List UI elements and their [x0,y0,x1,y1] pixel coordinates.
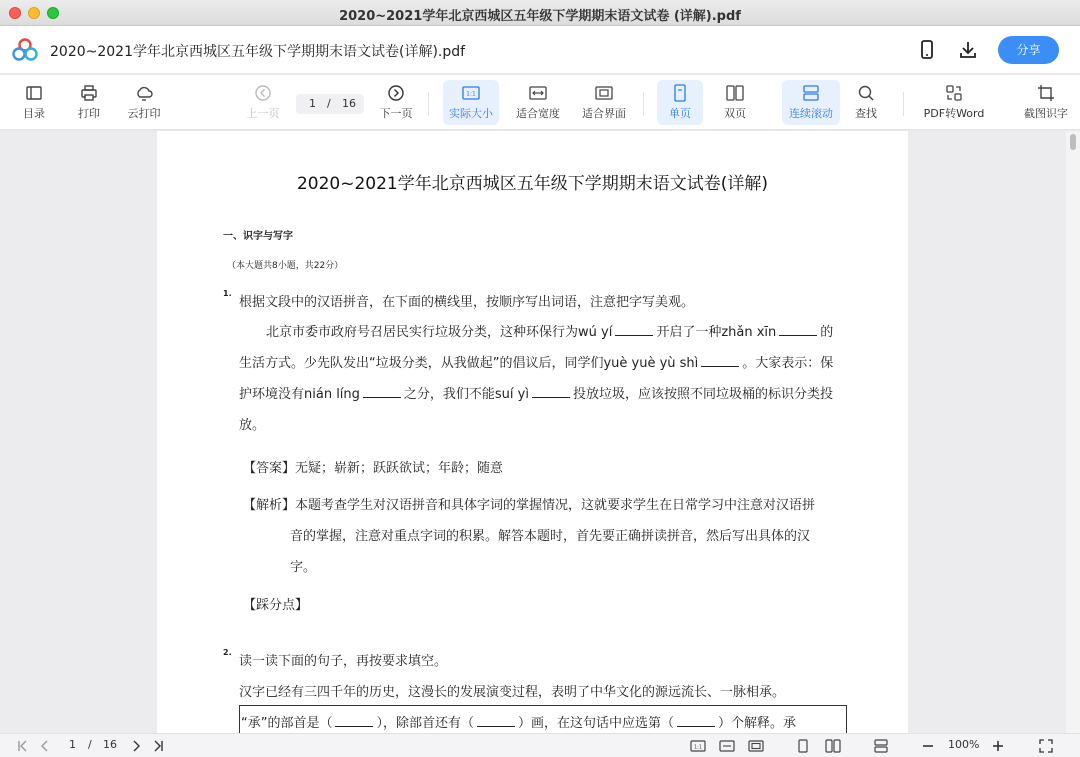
status-page-separator: / [88,738,92,751]
status-current-page[interactable]: 1 [69,738,76,751]
double-page-button[interactable] [714,80,756,125]
question-text-line: 北京市委市政府号召居民实行垃圾分类，这种环保行为wú yí 开启了一种zhǎn xīn 的 [266,325,834,340]
question-prompt: 根据文段中的汉语拼音，在下面的横线里，按顺序写出词语，注意把字写美观。 [239,295,695,310]
answer-label: 【答案】 [243,461,296,476]
double-page-icon[interactable] [825,739,841,753]
zoom-out-icon[interactable] [921,739,935,753]
analysis-line: 【解析】本题考查学生对汉语拼音和具体字词的掌握情况，这就要求学生在日常学习中注意对汉语拼 [243,498,816,513]
next-page-label: 下一页 [379,107,413,120]
prev-page-label: 上一页 [246,107,280,120]
fullscreen-icon[interactable] [1039,739,1053,753]
question-number: 2. [223,648,232,657]
answer-blank [532,386,570,398]
answer-blank [477,715,515,727]
fit-page-button[interactable] [578,80,630,125]
single-page-label: 单页 [669,107,691,120]
page-number-input[interactable] [296,94,364,114]
double-page-icon [725,83,745,103]
answer-line [243,457,503,476]
double-page-label: 双页 [724,107,746,120]
section-heading: 一、识字与写字 [223,231,293,242]
last-page-icon[interactable] [151,739,165,753]
page-separator: / [327,97,331,110]
prev-page-button[interactable] [243,80,283,125]
answer-blank [701,355,739,367]
print-label: 打印 [78,107,100,120]
screenshot-ocr-label: 截图识字 [1024,107,1068,120]
screenshot-ocr-button[interactable] [1018,80,1074,125]
question-text-line: 汉字已经有三四千年的历史，这漫长的发展演变过程，表明了中华文化的源远流长、一脉相承。 [239,685,786,700]
answer-text: 无疑；崭新；跃跃欲试；年龄；随意 [295,461,504,476]
question-number: 1. [223,289,232,298]
toolbar-divider [428,92,429,116]
search-button[interactable] [846,80,886,125]
section-note: （本大题共8小题，共22分） [227,261,344,271]
fit-width-label: 适合宽度 [516,107,560,120]
fit-page-icon [594,83,614,103]
question-text-line: 生活方式。少先队发出“垃圾分类，从我做起”的倡议后，同学们yuè yuè yù shì 。大家表示：保 [239,356,834,371]
total-pages: 16 [342,97,356,110]
toolbar [0,75,1080,130]
convert-icon [944,83,964,103]
first-page-icon[interactable] [16,739,30,753]
pdf-to-word-button[interactable] [920,80,988,125]
document-viewer[interactable] [0,131,1080,733]
next-page-button[interactable] [376,80,416,125]
svg-text:1:1: 1:1 [693,744,703,751]
single-page-button[interactable] [657,80,703,125]
question-prompt: 读一读下面的句子，再按要求填空。 [239,654,448,669]
printer-icon [79,83,99,103]
question-text-line: 放。 [239,418,266,433]
answer-blank [677,715,715,727]
toc-button[interactable] [14,80,54,125]
continuous-scroll-label: 连续滚动 [789,107,833,120]
analysis-line: 音的掌握，注意对重点字词的积累。解答本题时，首先要正确拼读拼音，然后写出具体的汉 [290,529,811,544]
fit-page-icon[interactable] [748,739,764,753]
toc-label: 目录 [23,107,45,120]
current-page-number: 1 [309,97,316,110]
fit-width-button[interactable] [512,80,564,125]
question-text-line: “承”的部首是（ ），除部首还有（ ）画，在这句话中应选第（ ）个解释。承 [241,716,797,731]
answer-blank [779,324,817,336]
zoom-level[interactable]: 100% [948,738,980,751]
toolbar-divider [643,92,644,116]
scrollbar-thumb[interactable] [1070,134,1076,150]
actual-size-icon[interactable] [690,739,706,753]
fit-width-icon [528,83,548,103]
continuous-scroll-icon[interactable] [873,739,889,753]
points-label: 【踩分点】 [243,598,309,613]
download-icon[interactable] [958,39,978,61]
status-total-pages: 16 [103,738,117,751]
zoom-in-icon[interactable] [991,739,1005,753]
fit-page-label: 适合界面 [582,107,626,120]
chevron-left-circle-icon [253,83,273,103]
cloud-icon [134,83,154,103]
answer-blank [335,715,373,727]
crop-icon [1036,83,1056,103]
prev-page-icon[interactable] [38,739,52,753]
analysis-label: 【解析】 [243,498,296,513]
pdf-page [157,131,908,733]
answer-blank [615,324,653,336]
question-text-line: 护环境没有nián líng 之分，我们不能suí yì 投放垃圾，应该按照不同垃圾桶的标识分类投 [239,387,833,402]
document-title: 2020~2021学年北京西城区五年级下学期期末语文试卷(详解).pdf [50,44,466,60]
cloud-print-label: 云打印 [127,107,161,120]
analysis-line: 字。 [290,560,317,575]
search-icon [856,83,876,103]
print-button[interactable] [69,80,109,125]
continuous-scroll-icon [801,83,821,103]
continuous-scroll-button[interactable] [782,80,840,125]
window-titlebar [0,0,1080,26]
exam-title: 2020~2021学年北京西城区五年级下学期期末语文试卷(详解) [296,174,769,194]
share-button[interactable]: 分享 [998,36,1059,64]
cloud-print-button[interactable] [122,80,166,125]
toc-icon [24,83,44,103]
chevron-right-circle-icon [386,83,406,103]
next-page-icon[interactable] [129,739,143,753]
actual-size-button[interactable] [443,80,499,125]
fit-width-icon[interactable] [719,739,735,753]
actual-size-icon [461,83,481,103]
pdf-to-word-label: PDF转Word [923,107,985,120]
single-page-icon[interactable] [796,739,810,753]
answer-blank [363,386,401,398]
window-title: 2020~2021学年北京西城区五年级下学期期末语文试卷 (详解).pdf [339,9,741,24]
app-logo-icon [12,38,38,62]
toolbar-divider [903,92,904,116]
phone-icon[interactable] [917,39,937,61]
actual-size-label: 实际大小 [449,107,493,120]
search-label: 查找 [855,107,877,120]
svg-text:1:1: 1:1 [466,90,476,98]
status-bar [0,733,1080,757]
vertical-scrollbar[interactable] [1066,131,1080,733]
app-header [0,26,1080,74]
single-page-icon [670,83,690,103]
